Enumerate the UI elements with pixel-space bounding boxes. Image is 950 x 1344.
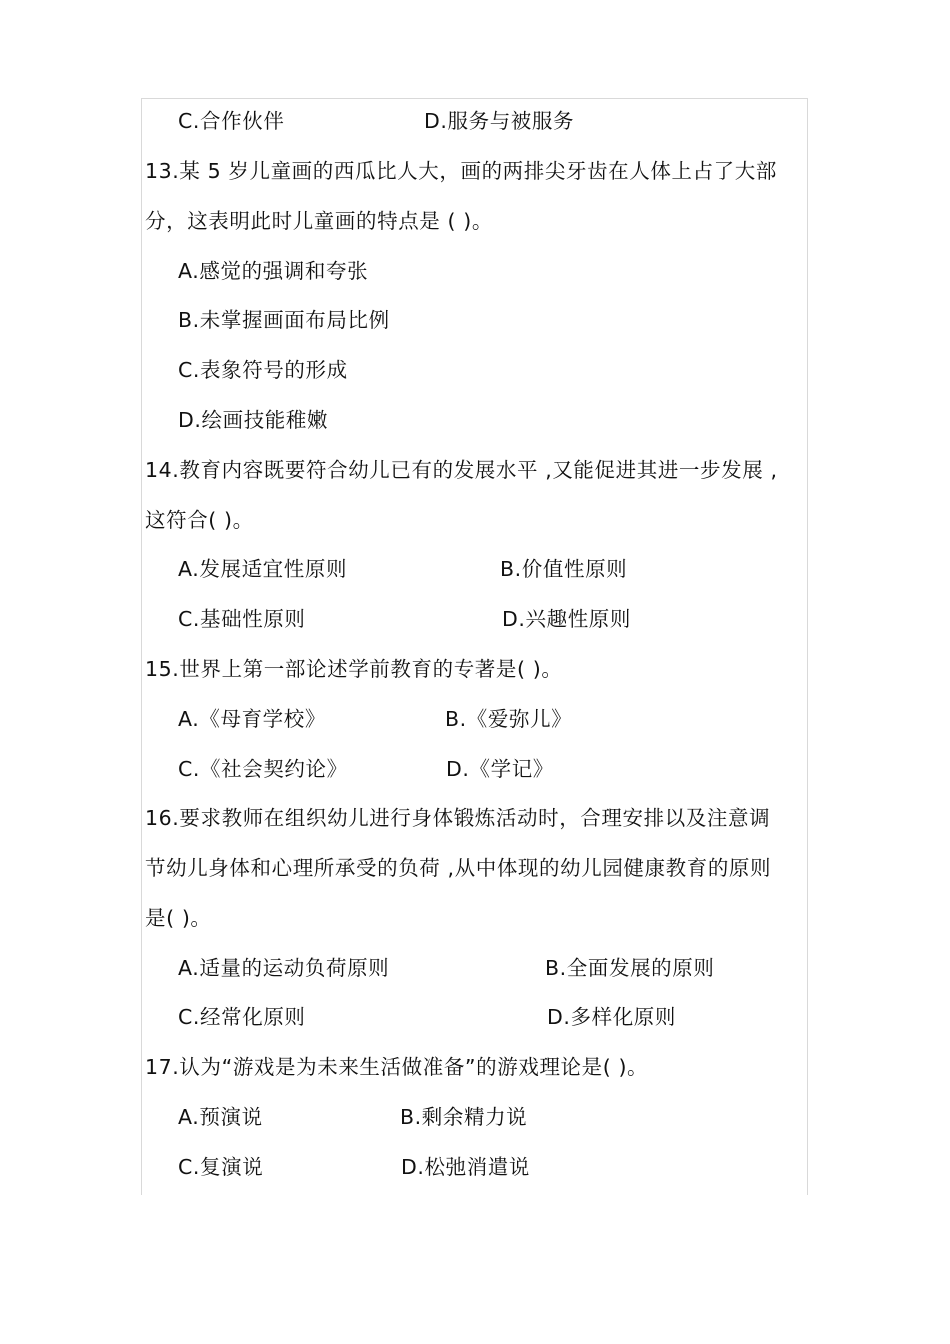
- q14-stem-line2: 这符合( )。: [145, 508, 254, 532]
- q16-option-a: A.适量的运动负荷原则: [178, 956, 390, 980]
- q13-stem-line2: 分，这表明此时儿童画的特点是 ( )。: [145, 209, 493, 233]
- q17-stem-line1: 17.认为“游戏是为未来生活做准备”的游戏理论是( )。: [145, 1055, 649, 1079]
- q13-option-d: D.绘画技能稚嫩: [178, 408, 329, 432]
- q12-option-c: C.合作伙伴: [178, 109, 285, 133]
- q12-option-d: D.服务与被服务: [424, 109, 575, 133]
- q15-option-c: C.《社会契约论》: [178, 757, 348, 781]
- q15-stem-line1: 15.世界上第一部论述学前教育的专著是( )。: [145, 657, 563, 681]
- q17-option-b: B.剩余精力说: [400, 1105, 528, 1129]
- q15-option-b: B.《爱弥儿》: [445, 707, 573, 731]
- q16-option-d: D.多样化原则: [547, 1005, 677, 1029]
- q16-stem-line1: 16.要求教师在组织幼儿进行身体锻炼活动时，合理安排以及注意调: [145, 806, 771, 830]
- q17-option-a: A.预演说: [178, 1105, 263, 1129]
- q17-option-d: D.松弛消遣说: [401, 1155, 531, 1179]
- q13-stem-line1: 13.某 5 岁儿童画的西瓜比人大，画的两排尖牙齿在人体上占了大部: [145, 159, 777, 183]
- q13-option-b: B.未掌握画面布局比例: [178, 308, 390, 332]
- q14-stem-line1: 14.教育内容既要符合幼儿已有的发展水平 ,又能促进其进一步发展 ,: [145, 458, 778, 482]
- q14-option-a: A.发展适宜性原则: [178, 557, 348, 581]
- q16-option-c: C.经常化原则: [178, 1005, 306, 1029]
- q14-option-d: D.兴趣性原则: [502, 607, 632, 631]
- q15-option-a: A.《母育学校》: [178, 707, 326, 731]
- q16-option-b: B.全面发展的原则: [545, 956, 715, 980]
- q14-option-c: C.基础性原则: [178, 607, 306, 631]
- q17-option-c: C.复演说: [178, 1155, 264, 1179]
- q15-option-d: D.《学记》: [446, 757, 554, 781]
- q16-stem-line3: 是( )。: [145, 906, 212, 930]
- q13-option-a: A.感觉的强调和夸张: [178, 259, 369, 283]
- q13-option-c: C.表象符号的形成: [178, 358, 348, 382]
- q16-stem-line2: 节幼儿身体和心理所承受的负荷 ,从中体现的幼儿园健康教育的原则: [145, 856, 772, 880]
- q14-option-b: B.价值性原则: [500, 557, 628, 581]
